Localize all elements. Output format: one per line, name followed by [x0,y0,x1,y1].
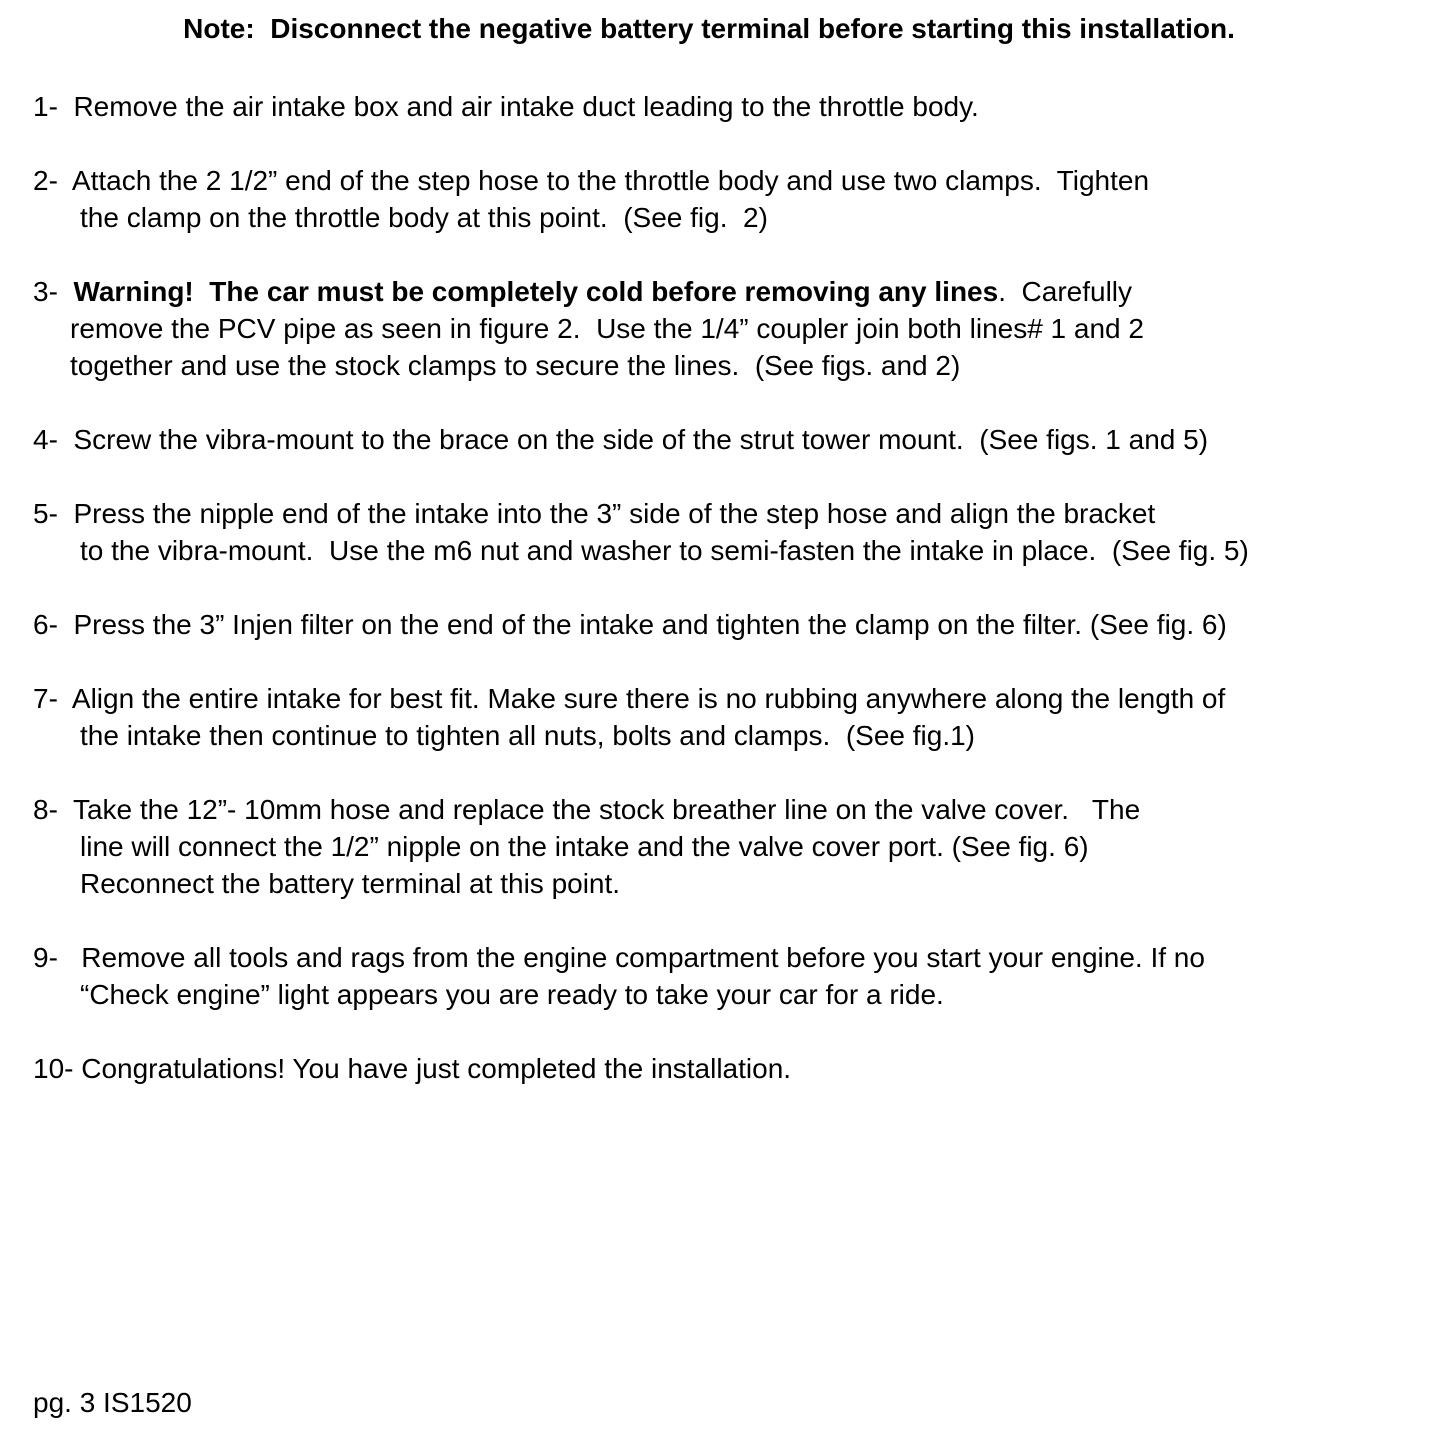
step-5-line-1: 5- Press the nipple end of the intake into the 3” side of the step hose and align the bracket [33,498,1156,529]
step-4-line-1: 4- Screw the vibra-mount to the brace on the side of the strut tower mount. (See figs. 1 and 5) [33,424,1209,455]
step-7-line-2: the intake then continue to tighten all nuts, bolts and clamps. (See fig.1) [80,720,975,751]
step-10-line-1: 10- Congratulations! You have just completed the installation. [33,1053,792,1084]
step-2-line-1: 2- Attach the 2 1/2” end of the step hose to the throttle body and use two clamps. Tighten [33,165,1150,196]
step-3-line-2: remove the PCV pipe as seen in figure 2. Use the 1/4” coupler join both lines# 1 and 2 [70,313,1144,344]
step-7-line-1: 7- Align the entire intake for best fit. Make sure there is no rubbing anywhere along the length of [33,683,1226,714]
step-6-line-1: 6- Press the 3” Injen filter on the end of the intake and tighten the clamp on the filter. (See fig. 6) [33,609,1227,640]
step-5-line-2: to the vibra-mount. Use the m6 nut and washer to semi-fasten the intake in place. (See fig. 5) [80,535,1249,566]
step-3-line-3: together and use the stock clamps to secure the lines. (See figs. and 2) [70,350,961,381]
step-8-line-2: line will connect the 1/2” nipple on the intake and the valve cover port. (See fig. 6) [80,831,1089,862]
step-9-line-1: 9- Remove all tools and rags from the engine compartment before you start your engine. If no [33,942,1205,973]
step-8-line-1: 8- Take the 12”- 10mm hose and replace the stock breather line on the valve cover. The [33,794,1141,825]
step-3-warning: Warning! The car must be completely cold before removing any lines [73,276,999,307]
safety-note: Note: Disconnect the negative battery terminal before starting this installation. [183,13,1235,44]
step-9-line-2: “Check engine” light appears you are ready to take your car for a ride. [80,979,944,1010]
step-3-line-1 [33,274,1132,310]
step-3-line-1-rest: . Carefully [998,276,1133,307]
step-2-line-2: the clamp on the throttle body at this point. (See fig. 2) [80,202,768,233]
step-8-line-3: Reconnect the battery terminal at this point. [80,868,621,899]
step-1-line-1: 1- Remove the air intake box and air intake duct leading to the throttle body. [33,91,979,122]
page-footer: pg. 3 IS1520 [33,1387,192,1418]
step-3-number: 3- [33,276,74,307]
